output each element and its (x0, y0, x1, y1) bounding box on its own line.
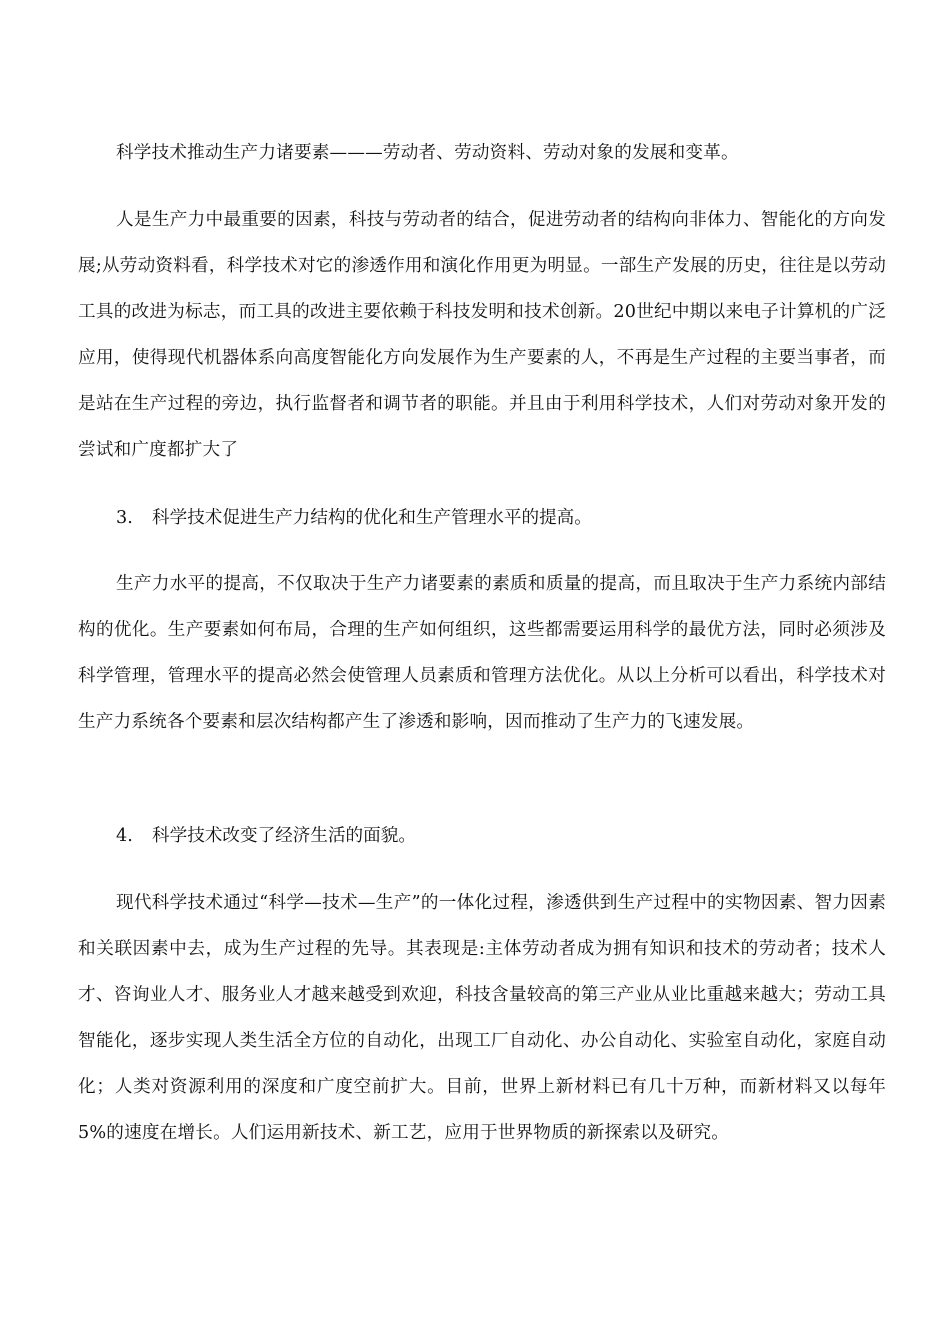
section-3-title: 科学技术促进生产力结构的优化和生产管理水平的提高。 (152, 508, 592, 528)
section-3-number: 3. (116, 508, 133, 528)
section-4-heading (78, 813, 886, 859)
intro-paragraph: 科学技术推动生产力诸要素———劳动者、劳动资料、劳动对象的发展和变革。 (116, 143, 739, 163)
section-4-title: 科学技术改变了经济生活的面貌。 (152, 826, 416, 846)
section-4-number: 4. (116, 826, 133, 846)
section-3-heading (78, 495, 886, 541)
structure-paragraph: 生产力水平的提高，不仅取决于生产力诸要素的素质和质量的提高，而且取决于生产力系统内部结构的优化。生产要素如何布局，合理的生产如何组织，这些都需要运用科学的最优方法，同时必须涉及科学管理，管理水平的提高必然会使管理人员素质和管理方法优化。从以上分析可以看出，科学技术对生产力系统各个要素和层次结构都产生了渗透和影响，因而推动了生产力的飞速发展。 (78, 574, 886, 732)
labor-paragraph: 人是生产力中最重要的因素，科技与劳动者的结合，促进劳动者的结构向非体力、智能化的方向发展;从劳动资料看，科学技术对它的渗透作用和演化作用更为明显。一部生产发展的历史，往往是以劳动工具的改进为标志，而工具的改进主要依赖于科技发明和技术创新。20世纪中期以来电子计算机的广泛应用，使得现代机器体系向高度智能化方向发展作为生产要素的人，不再是生产过程的主要当事者，而是站在生产过程的旁边，执行监督者和调节者的职能。并且由于利用科学技术，人们对劳动对象开发的尝试和广度都扩大了 (78, 210, 886, 460)
economy-paragraph: 现代科学技术通过“科学—技术—生产”的一体化过程，渗透供到生产过程中的实物因素、智力因素和关联因素中去，成为生产过程的先导。其表现是:主体劳动者成为拥有知识和技术的劳动者；技术人才、咨询业人才、服务业人才越来越受到欢迎，科技含量较高的第三产业从业比重越来越大；劳动工具智能化，逐步实现人类生活全方位的自动化，出现工厂自动化、办公自动化、实验室自动化，家庭自动化；人类对资源利用的深度和广度空前扩大。目前，世界上新材料已有几十万种，而新材料又以每年5%的速度在增长。人们运用新技术、新工艺，应用于世界物质的新探索以及研究。 (78, 893, 886, 1143)
